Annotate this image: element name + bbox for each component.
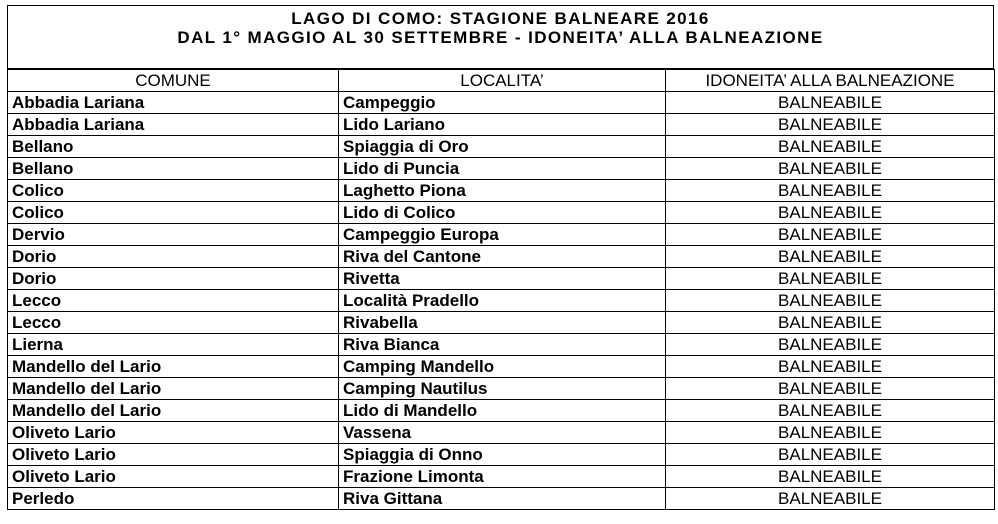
- idoneita-cell: BALNEABILE: [666, 268, 995, 290]
- table-row: [8, 400, 995, 422]
- localita-cell: Riva Gittana: [339, 488, 666, 510]
- localita-cell: Riva del Cantone: [339, 246, 666, 268]
- comune-cell: Oliveto Lario: [8, 444, 339, 466]
- title-box: [7, 5, 994, 69]
- localita-cell: Camping Mandello: [339, 356, 666, 378]
- table-row: [8, 158, 995, 180]
- comune-cell: Oliveto Lario: [8, 466, 339, 488]
- table-row: [8, 268, 995, 290]
- idoneita-cell: BALNEABILE: [666, 466, 995, 488]
- localita-cell: Spiaggia di Oro: [339, 136, 666, 158]
- idoneita-cell: BALNEABILE: [666, 356, 995, 378]
- idoneita-cell: BALNEABILE: [666, 224, 995, 246]
- table-row: [8, 444, 995, 466]
- comune-cell: Dervio: [8, 224, 339, 246]
- idoneita-cell: BALNEABILE: [666, 290, 995, 312]
- comune-cell: Lecco: [8, 290, 339, 312]
- localita-cell: Camping Nautilus: [339, 378, 666, 400]
- comune-cell: Lecco: [8, 312, 339, 334]
- idoneita-cell: BALNEABILE: [666, 422, 995, 444]
- localita-cell: Località Pradello: [339, 290, 666, 312]
- comune-cell: Perledo: [8, 488, 339, 510]
- localita-cell: Laghetto Piona: [339, 180, 666, 202]
- idoneita-cell: BALNEABILE: [666, 312, 995, 334]
- localita-cell: Lido di Colico: [339, 202, 666, 224]
- table-row: [8, 356, 995, 378]
- title-line-2: DAL 1° MAGGIO AL 30 SETTEMBRE - IDONEITA’ ALLA BALNEAZIONE: [177, 28, 824, 47]
- idoneita-cell: BALNEABILE: [666, 444, 995, 466]
- comune-cell: Mandello del Lario: [8, 356, 339, 378]
- idoneita-cell: BALNEABILE: [666, 378, 995, 400]
- column-header-comune: COMUNE: [8, 70, 339, 92]
- localita-cell: Rivabella: [339, 312, 666, 334]
- table-row: [8, 466, 995, 488]
- comune-cell: Mandello del Lario: [8, 378, 339, 400]
- table-row: [8, 334, 995, 356]
- table-row: [8, 312, 995, 334]
- table-row: [8, 114, 995, 136]
- localita-cell: Lido di Mandello: [339, 400, 666, 422]
- comune-cell: Colico: [8, 202, 339, 224]
- idoneita-cell: BALNEABILE: [666, 158, 995, 180]
- table-row: [8, 246, 995, 268]
- comune-cell: Abbadia Lariana: [8, 114, 339, 136]
- localita-cell: Vassena: [339, 422, 666, 444]
- comune-cell: Bellano: [8, 158, 339, 180]
- comune-cell: Bellano: [8, 136, 339, 158]
- idoneita-cell: BALNEABILE: [666, 334, 995, 356]
- table-row: [8, 180, 995, 202]
- table-row: [8, 290, 995, 312]
- column-header-localita: LOCALITA’: [339, 70, 666, 92]
- comune-cell: Dorio: [8, 268, 339, 290]
- table-row: [8, 202, 995, 224]
- localita-cell: Spiaggia di Onno: [339, 444, 666, 466]
- localita-cell: Riva Bianca: [339, 334, 666, 356]
- idoneita-cell: BALNEABILE: [666, 202, 995, 224]
- comune-cell: Colico: [8, 180, 339, 202]
- localita-cell: Frazione Limonta: [339, 466, 666, 488]
- table-row: [8, 92, 995, 114]
- title-line-1: LAGO DI COMO: STAGIONE BALNEARE 2016: [291, 9, 710, 28]
- idoneita-cell: BALNEABILE: [666, 114, 995, 136]
- table-body: [8, 92, 995, 510]
- idoneita-cell: BALNEABILE: [666, 180, 995, 202]
- comune-cell: Lierna: [8, 334, 339, 356]
- table-row: [8, 224, 995, 246]
- table-row: [8, 136, 995, 158]
- localita-cell: Rivetta: [339, 268, 666, 290]
- bathing-suitability-sheet: [7, 5, 994, 510]
- idoneita-cell: BALNEABILE: [666, 136, 995, 158]
- comune-cell: Oliveto Lario: [8, 422, 339, 444]
- column-header-idoneita: IDONEITA’ ALLA BALNEAZIONE: [666, 70, 995, 92]
- comune-cell: Mandello del Lario: [8, 400, 339, 422]
- localita-cell: Lido di Puncia: [339, 158, 666, 180]
- comune-cell: Abbadia Lariana: [8, 92, 339, 114]
- localita-cell: Campeggio Europa: [339, 224, 666, 246]
- comune-cell: Dorio: [8, 246, 339, 268]
- idoneita-cell: BALNEABILE: [666, 92, 995, 114]
- localita-cell: Lido Lariano: [339, 114, 666, 136]
- table-row: [8, 422, 995, 444]
- idoneita-cell: BALNEABILE: [666, 246, 995, 268]
- idoneita-cell: BALNEABILE: [666, 400, 995, 422]
- header-row: [8, 70, 995, 92]
- bathing-table: [7, 69, 995, 510]
- localita-cell: Campeggio: [339, 92, 666, 114]
- idoneita-cell: BALNEABILE: [666, 488, 995, 510]
- table-row: [8, 378, 995, 400]
- table-row: [8, 488, 995, 510]
